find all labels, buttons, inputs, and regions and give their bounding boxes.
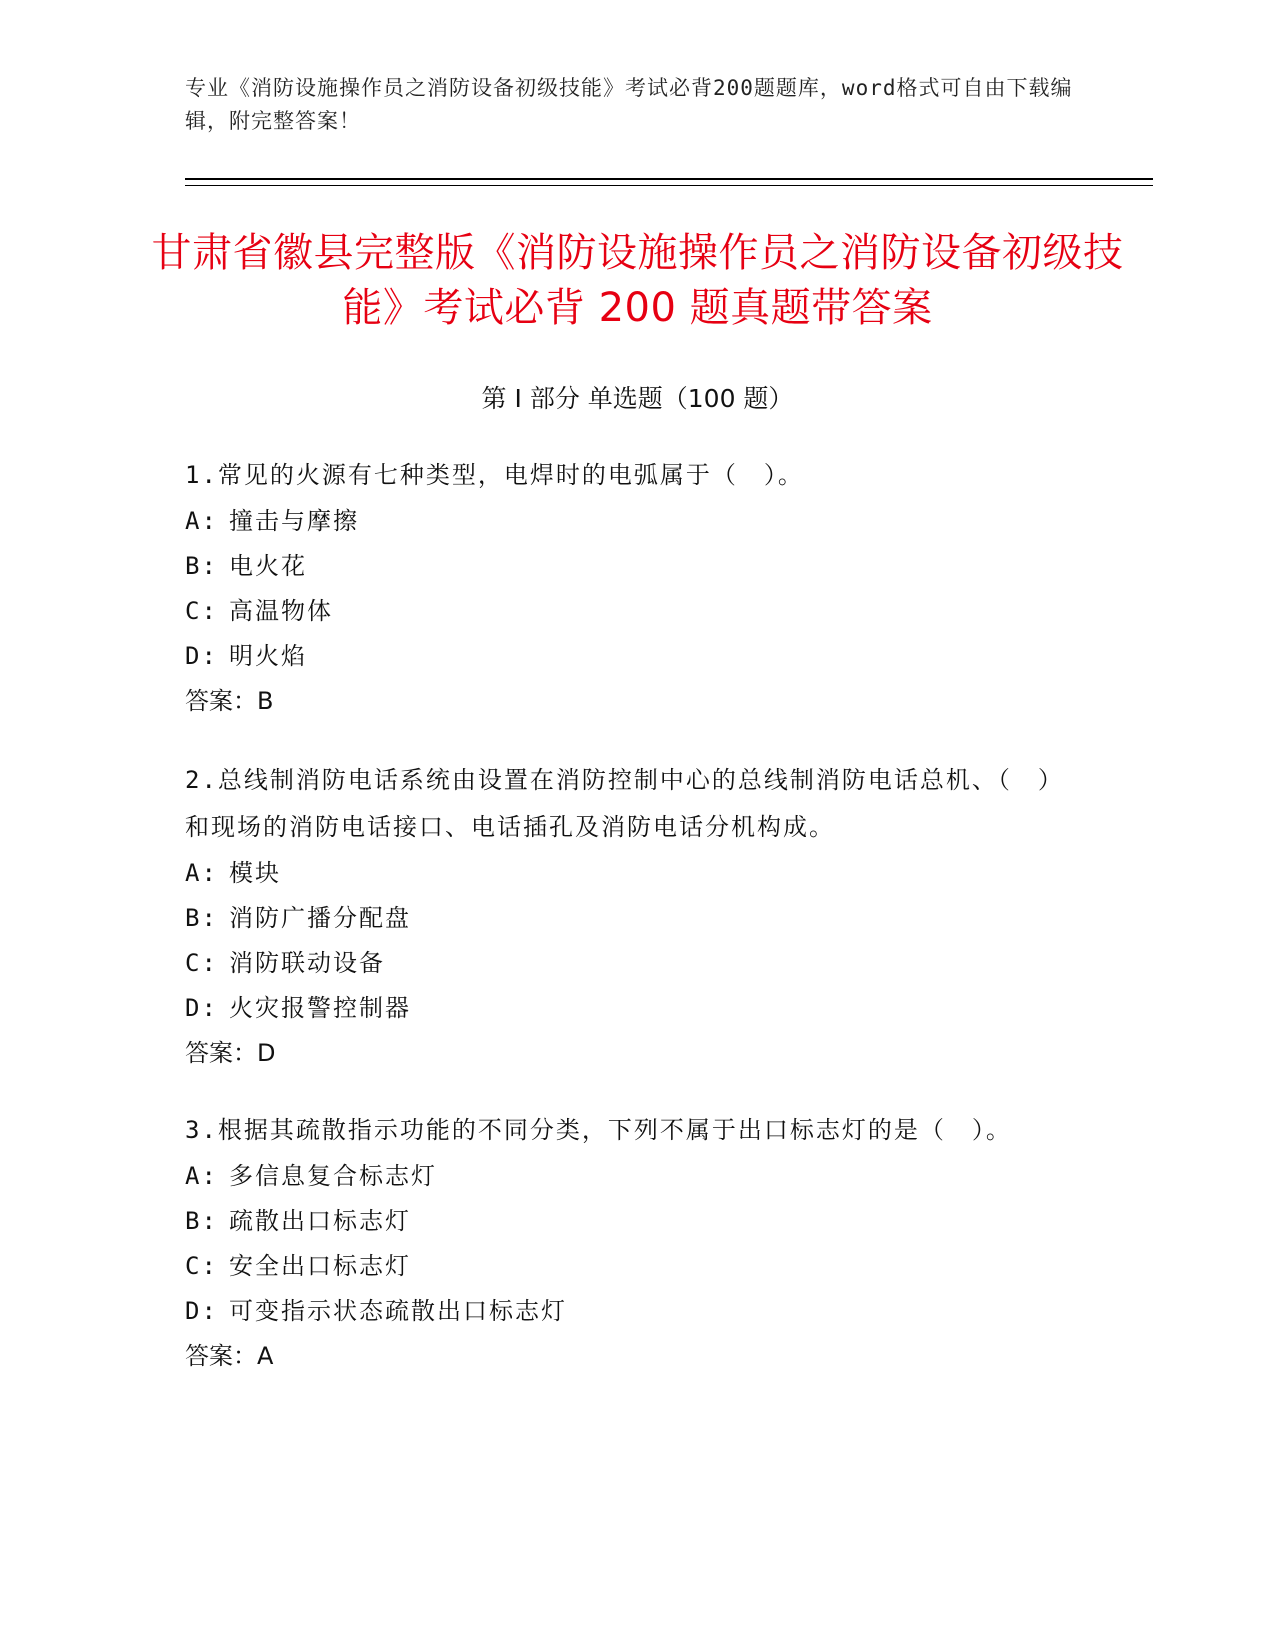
option-b [185, 544, 1065, 589]
option-a [185, 851, 1065, 896]
option-c [185, 941, 1065, 986]
option-letter: D: [185, 994, 218, 1022]
option-letter: B: [185, 552, 218, 580]
answer: 答案：A [185, 1342, 274, 1370]
option-d [185, 986, 1065, 1031]
option-b [185, 1199, 1065, 1244]
option-text: 安全出口标志灯 [229, 1252, 411, 1280]
answer: 答案：B [185, 687, 274, 715]
option-text: 疏散出口标志灯 [229, 1207, 411, 1235]
header-rule-thick [185, 178, 1153, 180]
option-letter: B: [185, 904, 218, 932]
option-letter: D: [185, 1297, 218, 1325]
option-letter: A: [185, 859, 218, 887]
document-title: 甘肃省徽县完整版《消防设施操作员之消防设备初级技能》考试必背 200 题真题带答案 [151, 230, 1124, 331]
intro-text: 专业《消防设施操作员之消防设备初级技能》考试必背200题题库，word格式可自由下载编辑，附完整答案！ [185, 76, 1073, 133]
question-1 [185, 452, 1065, 724]
option-text: 消防联动设备 [229, 949, 385, 977]
option-letter: B: [185, 1207, 218, 1235]
answer: 答案：D [185, 1039, 276, 1067]
question-2 [185, 757, 1065, 1076]
question-stem: 2.总线制消防电话系统由设置在消防控制中心的总线制消防电话总机、（ ）和现场的消防电话接口、电话插孔及消防电话分机构成。 [185, 766, 1064, 841]
option-b [185, 896, 1065, 941]
option-text: 撞击与摩擦 [229, 507, 359, 535]
option-text: 可变指示状态疏散出口标志灯 [229, 1297, 567, 1325]
section-title: 第 I 部分 单选题（100 题） [481, 384, 794, 413]
option-a [185, 499, 1065, 544]
question-stem: 1.常见的火源有七种类型，电焊时的电弧属于（ ）。 [185, 461, 804, 489]
option-letter: C: [185, 597, 218, 625]
header-rule-thin [185, 185, 1153, 186]
option-letter: A: [185, 507, 218, 535]
option-text: 火灾报警控制器 [229, 994, 411, 1022]
option-text: 明火焰 [229, 642, 307, 670]
option-a [185, 1154, 1065, 1199]
option-d [185, 634, 1065, 679]
option-c [185, 1244, 1065, 1289]
question-3 [185, 1107, 1065, 1379]
option-text: 高温物体 [229, 597, 333, 625]
option-letter: C: [185, 949, 218, 977]
option-letter: C: [185, 1252, 218, 1280]
option-letter: A: [185, 1162, 218, 1190]
option-text: 电火花 [229, 552, 307, 580]
option-d [185, 1289, 1065, 1334]
option-text: 模块 [229, 859, 281, 887]
option-c [185, 589, 1065, 634]
option-text: 多信息复合标志灯 [229, 1162, 437, 1190]
option-text: 消防广播分配盘 [229, 904, 411, 932]
question-stem: 3.根据其疏散指示功能的不同分类，下列不属于出口标志灯的是（ ）。 [185, 1116, 1012, 1144]
option-letter: D: [185, 642, 218, 670]
